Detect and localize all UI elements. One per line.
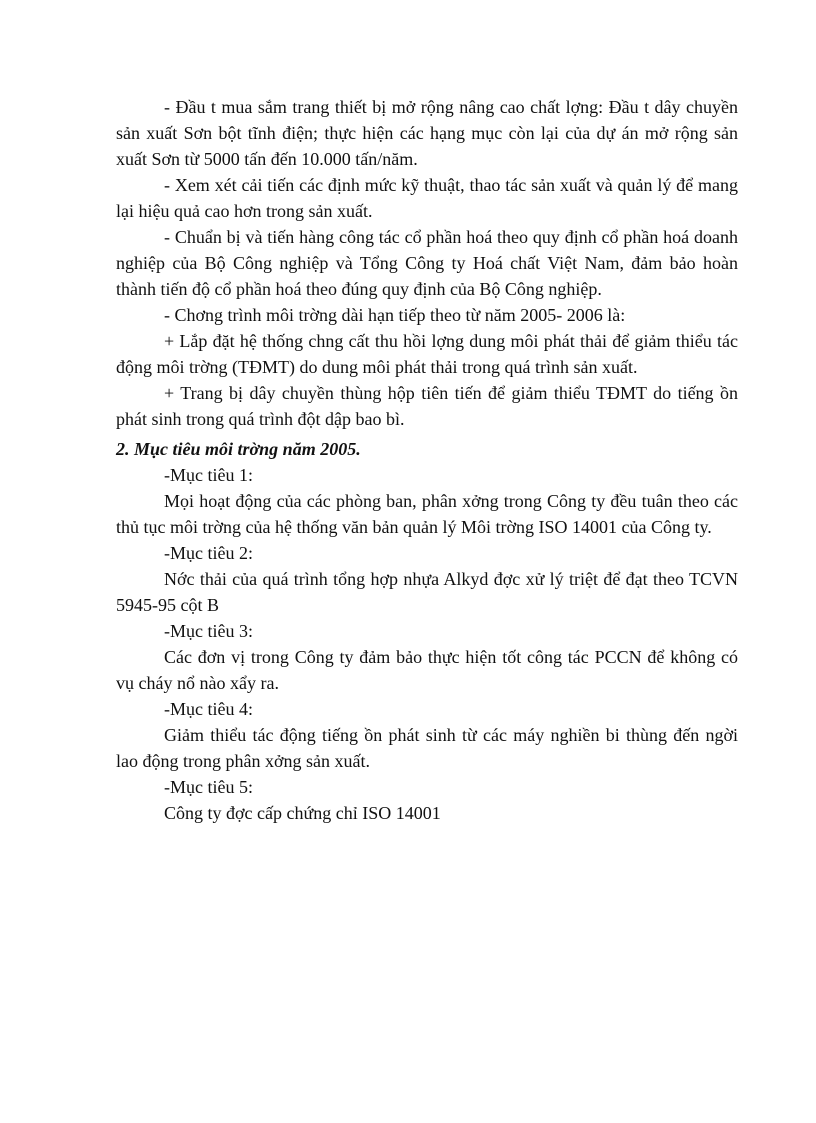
document-body	[116, 94, 738, 826]
section-heading: 2. Mục tiêu môi trờng năm 2005.	[116, 439, 361, 459]
paragraph-review-norms: - Xem xét cải tiến các định mức kỹ thuật, thao tác sản xuất và quản lý để mang lại hiệu quả cao hơn trong sản xuất.	[116, 175, 738, 221]
paragraph-investment: - Đầu t mua sắm trang thiết bị mở rộng nâng cao chất lợng: Đầu t dây chuyền sản xuất Sơn bột tĩnh điện; thực hiện các hạng mục còn lại của dự án mở rộng sản xuất Sơn từ 5000 tấn đến 10.000 tấn/năm.	[116, 97, 738, 169]
paragraph-equitization: - Chuẩn bị và tiến hàng công tác cổ phần hoá theo quy định cổ phần hoá doanh nghiệp của Bộ Công nghiệp và Tổng Công ty Hoá chất Việt Nam, đảm bảo hoàn thành tiến độ cổ phần hoá theo đúng quy định của Bộ Công nghiệp.	[116, 227, 738, 299]
goal-text-2: Nớc thải của quá trình tổng hợp nhựa Alkyd đợc xử lý triệt để đạt theo TCVN 5945-95 cột B	[116, 569, 738, 615]
goal-label-5: -Mục tiêu 5:	[164, 777, 253, 797]
goal-label-1: -Mục tiêu 1:	[164, 465, 253, 485]
goal-label-2: -Mục tiêu 2:	[164, 543, 253, 563]
goal-label-4: -Mục tiêu 4:	[164, 699, 253, 719]
goal-text-3: Các đơn vị trong Công ty đảm bảo thực hiện tốt công tác PCCN để không có vụ cháy nổ nào xẩy ra.	[116, 647, 738, 693]
paragraph-env-program: - Chơng trình môi trờng dài hạn tiếp theo từ năm 2005- 2006 là:	[164, 305, 626, 325]
goal-text-4: Giảm thiểu tác động tiếng ồn phát sinh từ các máy nghiền bi thùng đến ngời lao động trong phân xởng sản xuất.	[116, 725, 738, 771]
goal-text-5: Công ty đợc cấp chứng chỉ ISO 14001	[164, 803, 441, 823]
goal-text-1: Mọi hoạt động của các phòng ban, phân xởng trong Công ty đều tuân theo các thủ tục môi trờng của hệ thống văn bản quản lý Môi trờng ISO 14001 của Công ty.	[116, 491, 738, 537]
paragraph-solvent-recovery: + Lắp đặt hệ thống chng cất thu hồi lợng dung môi phát thải để giảm thiểu tác động môi trờng (TĐMT) do dung môi phát thải trong quá trình sản xuất.	[116, 331, 738, 377]
goal-label-3: -Mục tiêu 3:	[164, 621, 253, 641]
paragraph-noise-reduction: + Trang bị dây chuyền thùng hộp tiên tiến để giảm thiểu TĐMT do tiếng ồn phát sinh trong quá trình đột dập bao bì.	[116, 383, 738, 429]
